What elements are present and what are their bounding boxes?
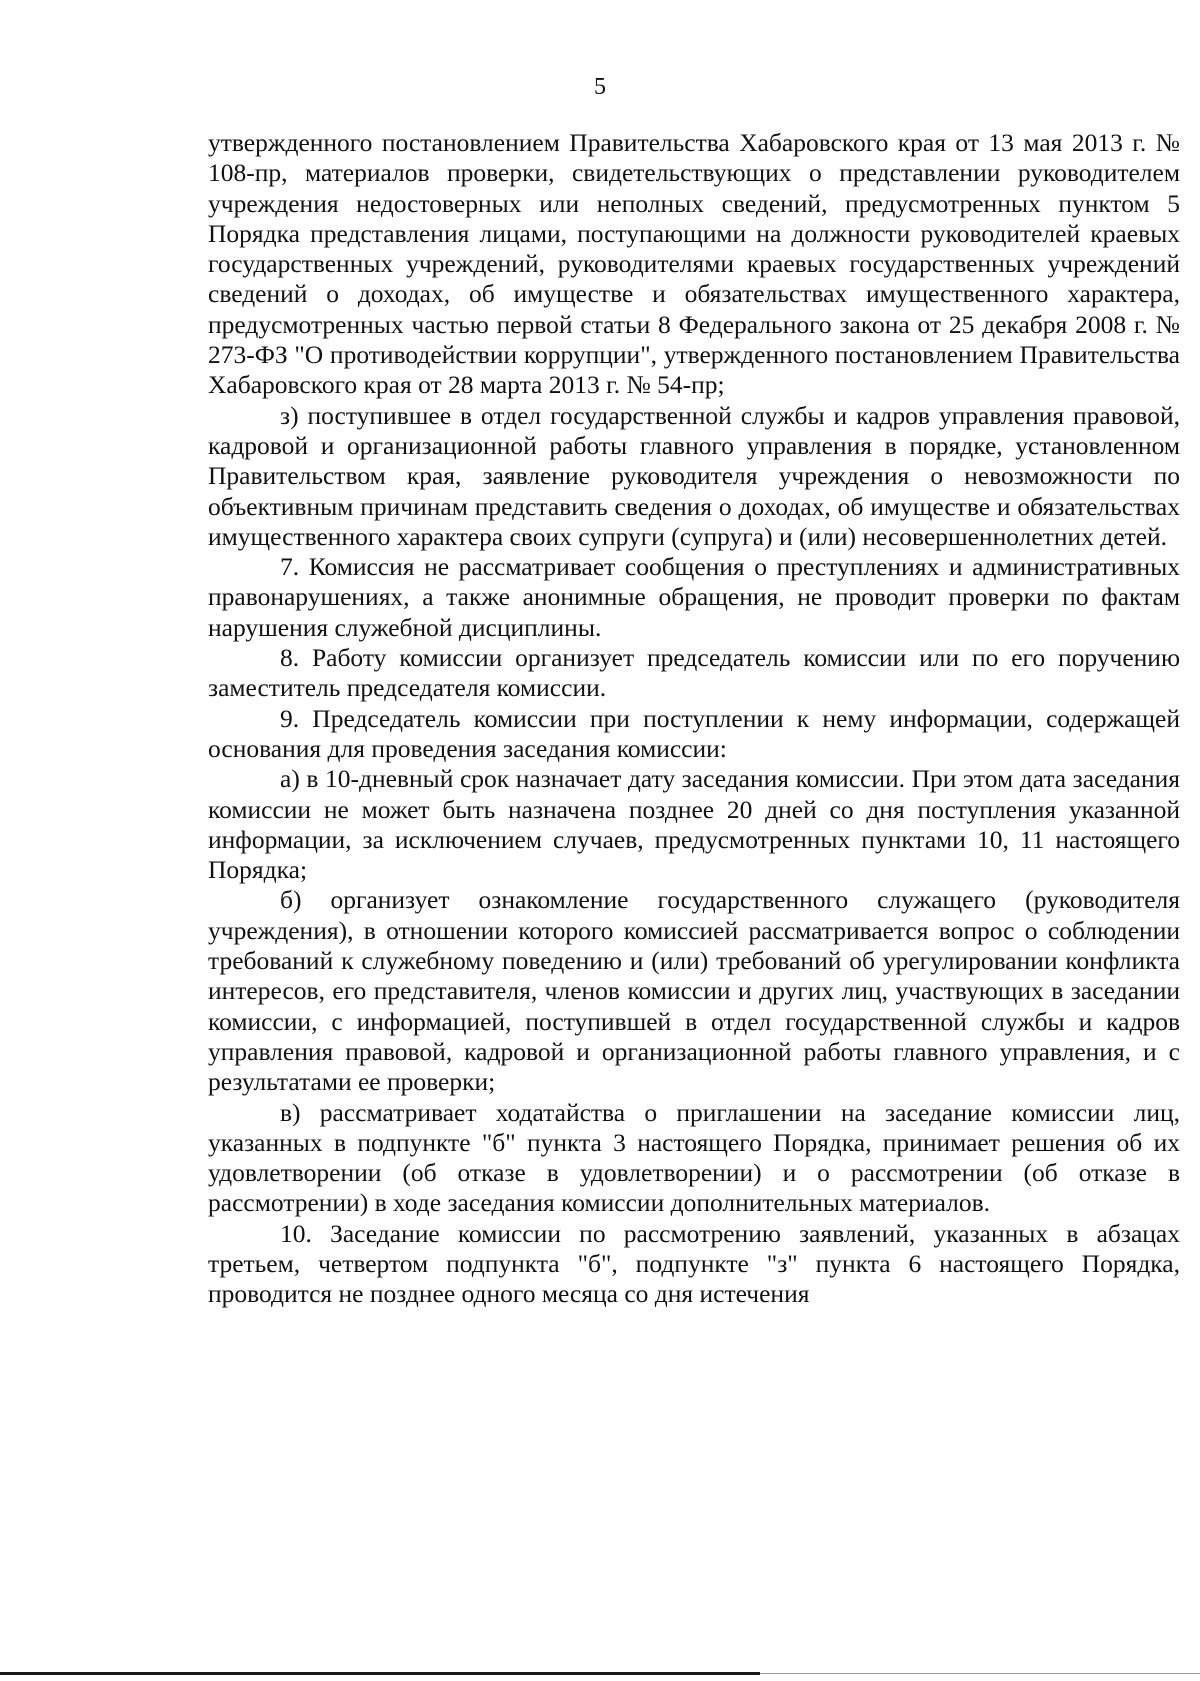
paragraph-subitem-z: з) поступившее в отдел государственной службы и кадров управления правовой, кадровой и организационной работы главного управления в порядке, установленном Правительством края, заявление руководителя учреждения о невозможности по объективным причинам представить сведения о доходах, об имуществе и обязательствах имущественного характера своих супруги (супруга) и (или) несовершеннолетних детей. — [208, 400, 1180, 551]
paragraph-subitem-b: б) организует ознакомление государственного служащего (руководителя учреждения), в отношении которого комиссией рассматривается вопрос о соблюдении требований к служебному поведению и (или) требований об урегулировании конфликта интересов, его представителя, членов комиссии и других лиц, участвующих в заседании комиссии, с информацией, поступившей в отдел государственной службы и кадров управления правовой, кадровой и организационной работы главного управления, и с результатами ее проверки; — [208, 885, 1180, 1097]
paragraph-item-7: 7. Комиссия не рассматривает сообщения о преступлениях и административных правонарушениях, а также анонимные обращения, не проводит проверки по фактам нарушения служебной дисциплины. — [208, 552, 1180, 642]
page-number: 5 — [594, 74, 606, 100]
scan-edge-line-faint — [760, 1673, 1200, 1674]
paragraph-subitem-a: а) в 10-дневный срок назначает дату заседания комиссии. При этом дата заседания комиссии не может быть назначена позднее 20 дней со дня поступления указанной информации, за исключением случаев, предусмотренных пунктами 10, 11 настоящего Порядка; — [208, 764, 1180, 885]
document-body — [208, 128, 1180, 1310]
paragraph-subitem-v: в) рассматривает ходатайства о приглашении на заседание комиссии лиц, указанных в подпункте "б" пункта 3 настоящего Порядка, принимает решения об их удовлетворении (об отказе в удовлетворении) и о рассмотрении (об отказе в рассмотрении) в ходе заседания комиссии дополнительных материалов. — [208, 1097, 1180, 1218]
paragraph-item-8: 8. Работу комиссии организует председатель комиссии или по его поручению заместитель председателя комиссии. — [208, 643, 1180, 703]
paragraph-item-9: 9. Председатель комиссии при поступлении к нему информации, содержащей основания для проведения заседания комиссии: — [208, 703, 1180, 763]
scan-edge-line — [0, 1672, 760, 1675]
paragraph-continuation: утвержденного постановлением Правительства Хабаровского края от 13 мая 2013 г. № 108-пр, материалов проверки, свидетельствующих о представлении руководителем учреждения недостоверных или неполных сведений, предусмотренных пунктом 5 Порядка представления лицами, поступающими на должности руководителей краевых государственных учреждений, руководителями краевых государственных учреждений сведений о доходах, об имуществе и обязательствах имущественного характера, предусмотренных частью первой статьи 8 Федерального закона от 25 декабря 2008 г. № 273-ФЗ "О противодействии коррупции", утвержденного постановлением Правительства Хабаровского края от 28 марта 2013 г. № 54-пр; — [208, 128, 1180, 400]
paragraph-item-10: 10. Заседание комиссии по рассмотрению заявлений, указанных в абзацах третьем, четвертом подпункта "б", подпункте "з" пункта 6 настоящего Порядка, проводится не позднее одного месяца со дня истечения — [208, 1218, 1180, 1309]
